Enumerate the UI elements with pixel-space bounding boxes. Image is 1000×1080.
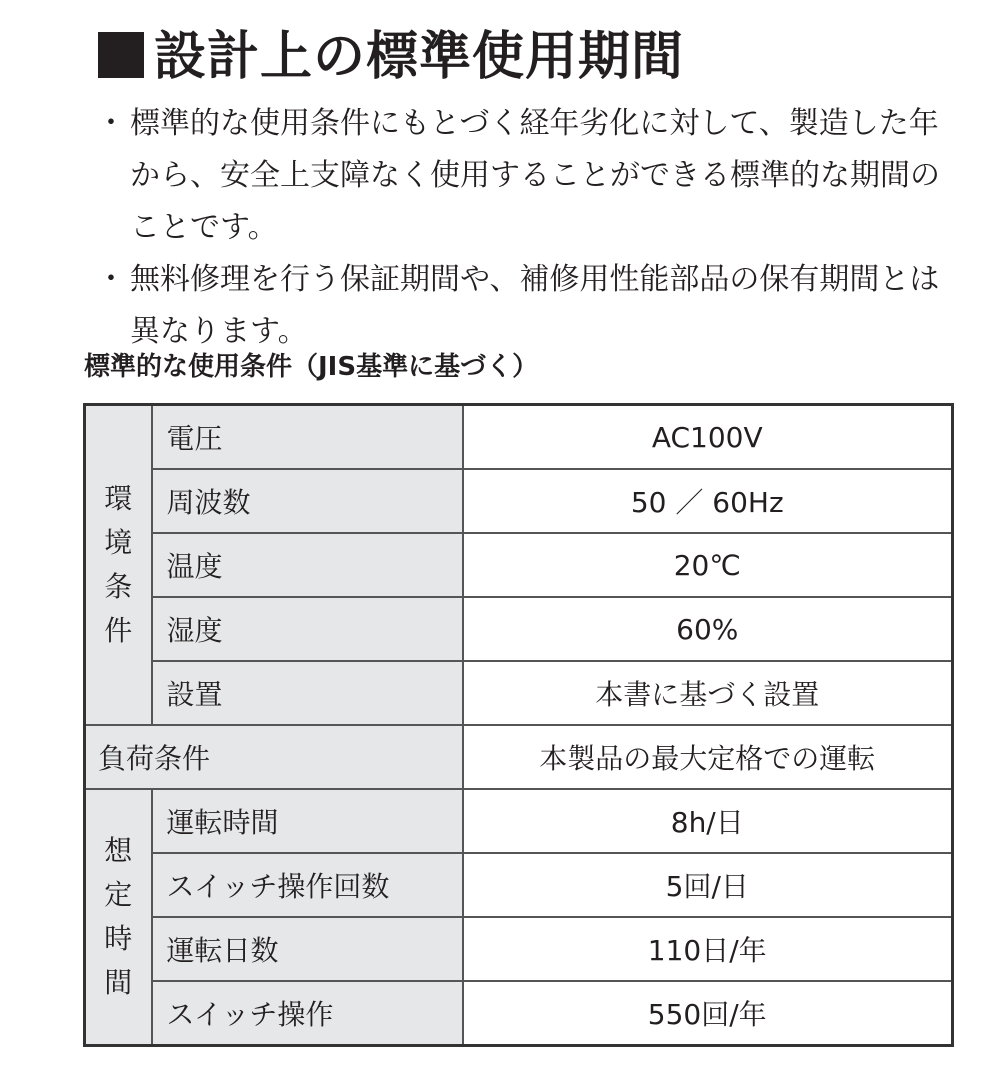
table-row <box>85 661 953 725</box>
row-value: 550回/年 <box>463 981 953 1046</box>
row-value: 8h/日 <box>463 789 953 853</box>
bullet-dot: ・ <box>96 106 126 141</box>
row-label: 温度 <box>152 533 463 597</box>
row-label: 電圧 <box>152 405 463 470</box>
table-heading: 標準的な使用条件（JIS基準に基づく） <box>84 352 539 382</box>
bullet-dot: ・ <box>96 262 126 297</box>
load-label: 負荷条件 <box>85 725 463 789</box>
table-row <box>85 725 953 789</box>
row-label: スイッチ操作 <box>152 981 463 1046</box>
time-group-cell <box>85 789 152 1046</box>
bullet-list <box>96 98 966 358</box>
table-row <box>85 981 953 1046</box>
square-bullet-icon <box>98 32 144 78</box>
table-row <box>85 469 953 533</box>
table-row <box>85 597 953 661</box>
row-label: 湿度 <box>152 597 463 661</box>
env-group-cell <box>85 405 152 726</box>
row-value: 110日/年 <box>463 917 953 981</box>
row-value: AC100V <box>463 405 953 470</box>
table-row <box>85 853 953 917</box>
env-group-label: 環境条件 <box>104 482 133 647</box>
row-value: 50 ／ 60Hz <box>463 469 953 533</box>
load-value: 本製品の最大定格での運転 <box>463 725 953 789</box>
table-row <box>85 405 953 470</box>
row-label: スイッチ操作回数 <box>152 853 463 917</box>
bullet-item <box>96 254 966 358</box>
table-row <box>85 917 953 981</box>
row-label: 周波数 <box>152 469 463 533</box>
bullet-text: 無料修理を行う保証期間や、補修用性能部品の保有期間とは異なります。 <box>130 262 940 349</box>
usage-conditions-table <box>83 403 954 1047</box>
row-value: 60% <box>463 597 953 661</box>
page-title <box>98 14 684 89</box>
row-value: 20℃ <box>463 533 953 597</box>
bullet-text: 標準的な使用条件にもとづく経年劣化に対して、製造した年から、安全上支障なく使用することができる標準的な期間のことです。 <box>130 106 940 245</box>
bullet-item <box>96 98 966 254</box>
row-value: 本書に基づく設置 <box>463 661 953 725</box>
table-row <box>85 789 953 853</box>
table-row <box>85 533 953 597</box>
row-label: 運転日数 <box>152 917 463 981</box>
row-label: 設置 <box>152 661 463 725</box>
time-group-label: 想定時間 <box>104 834 133 999</box>
row-label: 運転時間 <box>152 789 463 853</box>
row-value: 5回/日 <box>463 853 953 917</box>
title-text: 設計上の標準使用期間 <box>154 27 685 87</box>
